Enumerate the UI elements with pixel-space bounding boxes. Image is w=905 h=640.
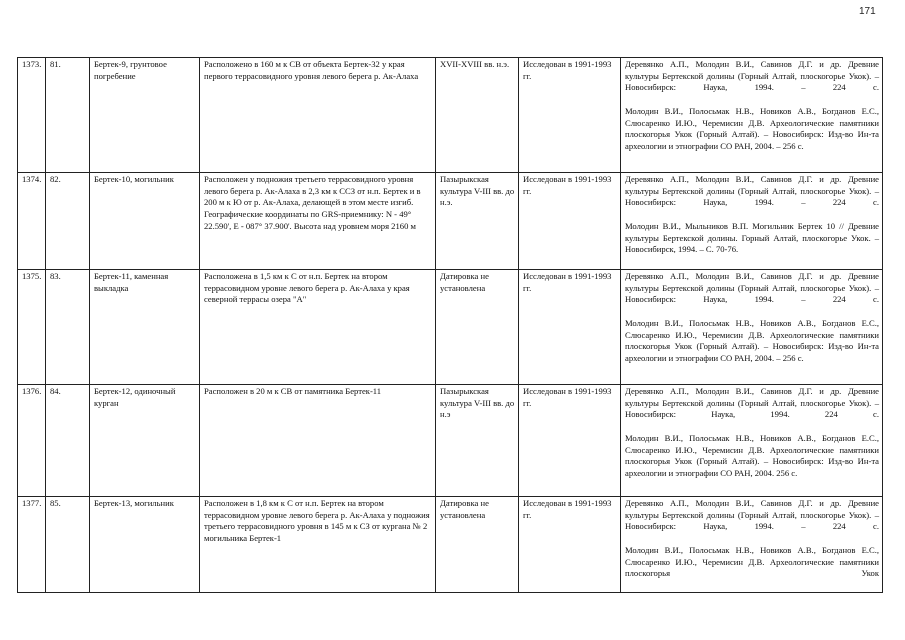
dating: Датировка не установлена [436, 270, 519, 385]
dating: Пазырыкская культура V-III вв. до н.э [436, 385, 519, 497]
dating: XVII-XVIII вв. н.э. [436, 58, 519, 173]
record-number: 1376. [18, 385, 46, 497]
bibliography [621, 173, 883, 270]
bibliography-entry: Молодин В.И., Полосьмак Н.В., Новиков А.В., Богданов Е.С., Слюсаренко И.Ю., Черемисин Д.В. Археологические памятники плоскогорья Укок (Горный Алтай). – Новосибирск: Изд-во Ин-та археологии и этнографии СО РАН, 2004. – 256 с. [625, 317, 879, 363]
bibliography-entry: Деревянко А.П., Молодин В.И., Савинов Д.Г. и др. Древние культуры Бертекской долины (Горный Алтай, плоскогорье Укок). – Новосибирск: Наука, 1994. – 224 с. [625, 59, 879, 93]
research-status: Исследован в 1991-1993 гг. [519, 497, 621, 593]
location-description: Расположен у подножия третьего террасовидного уровня левого берега р. Ак-Алаха в 2,3 км к ССЗ от н.п. Бертек и в 200 м к Ю от р. Ак-Алаха, делающей в этом месте изгиб. Географические координаты по GRS-приемнику: N - 49° 22.590', E - 087° 37.900'. Высота над уровнем моря 2160 м [200, 173, 436, 270]
table-row [18, 385, 883, 497]
location-description: Расположено в 160 м к СВ от объекта Бертек-32 у края первого террасовидного уровня левого берега р. Ак-Алаха [200, 58, 436, 173]
local-number: 81. [46, 58, 90, 173]
bibliography-entry: Молодин В.И., Мыльников В.П. Могильник Бертек 10 // Древние культуры Бертекской долины. Горный Алтай, плоскогорье Укок. – Новосибирск, 1994. – С. 70-76. [625, 220, 879, 255]
monuments-table [17, 57, 883, 593]
dating: Датировка не установлена [436, 497, 519, 593]
location-description: Расположен в 1,8 км к С от н.п. Бертек на втором террасовидном уровне левого берега р. Ак-Алаха у подножия третьего террасовидного уровня в 145 м к СЗ от кургана № 2 могильника Бертек-1 [200, 497, 436, 593]
research-status: Исследован в 1991-1993 гг. [519, 58, 621, 173]
table-row [18, 173, 883, 270]
research-status: Исследован в 1991-1993 гг. [519, 385, 621, 497]
local-number: 82. [46, 173, 90, 270]
record-number: 1377. [18, 497, 46, 593]
bibliography [621, 497, 883, 593]
monument-name: Бертек-10, могильник [90, 173, 200, 270]
bibliography-entry: Деревянко А.П., Молодин В.И., Савинов Д.Г. и др. Древние культуры Бертекской долины (Горный Алтай, плоскогорье Укок). – Новосибирск: Наука, 1994. – 224 с. [625, 498, 879, 532]
table-row [18, 58, 883, 173]
bibliography-entry: Деревянко А.П., Молодин В.И., Савинов Д.Г. и др. Древние культуры Бертекской долины (Горный Алтай, плоскогорье Укок). – Новосибирск: Наука, 1994. – 224 с. [625, 271, 879, 305]
bibliography-entry: Деревянко А.П., Молодин В.И., Савинов Д.Г. и др. Древние культуры Бертекской долины (Горный Алтай, плоскогорье Укок). – Новосибирск: Наука, 1994. 224 с. [625, 386, 879, 420]
research-status: Исследован в 1991-1993 гг. [519, 270, 621, 385]
bibliography-entry: Деревянко А.П., Молодин В.И., Савинов Д.Г. и др. Древние культуры Бертекской долины (Горный Алтай, плоскогорье Укок). – Новосибирск: Наука, 1994. – 224 с. [625, 174, 879, 208]
local-number: 83. [46, 270, 90, 385]
bibliography [621, 270, 883, 385]
bibliography-entry: Молодин В.И., Полосьмак Н.В., Новиков А.В., Богданов Е.С., Слюсаренко И.Ю., Черемисин Д.В. Археологические памятники плоскогорья Укок (Горный Алтай). – Новосибирск: Изд-во Ин-та археологии и этнографии СО РАН, 2004. 256 с. [625, 432, 879, 478]
monument-name: Бертек-11, каменная выкладка [90, 270, 200, 385]
local-number: 84. [46, 385, 90, 497]
bibliography [621, 385, 883, 497]
record-number: 1375. [18, 270, 46, 385]
page-number: 171 [859, 6, 876, 17]
bibliography-entry: Молодин В.И., Полосьмак Н.В., Новиков А.В., Богданов Е.С., Слюсаренко И.Ю., Черемисин Д.В. Археологические памятники плоскогорья Укок (Горный Алтай). – Новосибирск: Изд-во Ин-та археологии и этнографии СО РАН, 2004. – 256 с. [625, 105, 879, 151]
monument-name: Бертек-9, грунтовое погребение [90, 58, 200, 173]
table-row [18, 497, 883, 593]
monument-name: Бертек-12, одиночный курган [90, 385, 200, 497]
research-status: Исследован в 1991-1993 гг. [519, 173, 621, 270]
location-description: Расположена в 1,5 км к С от н.п. Бертек на втором террасовидном уровне левого берега р. Ак-Алаха у края северной террасы озера "А" [200, 270, 436, 385]
local-number: 85. [46, 497, 90, 593]
monument-name: Бертек-13, могильник [90, 497, 200, 593]
record-number: 1374. [18, 173, 46, 270]
location-description: Расположен в 20 м к СВ от памятника Бертек-11 [200, 385, 436, 497]
record-number: 1373. [18, 58, 46, 173]
dating: Пазырыкская культура V-III вв. до н.э. [436, 173, 519, 270]
bibliography-entry: Молодин В.И., Полосьмак Н.В., Новиков А.В., Богданов Е.С., Слюсаренко И.Ю., Черемисин Д.В. Археологические памятники плоскогорья Укок [625, 544, 879, 579]
table-row [18, 270, 883, 385]
bibliography [621, 58, 883, 173]
